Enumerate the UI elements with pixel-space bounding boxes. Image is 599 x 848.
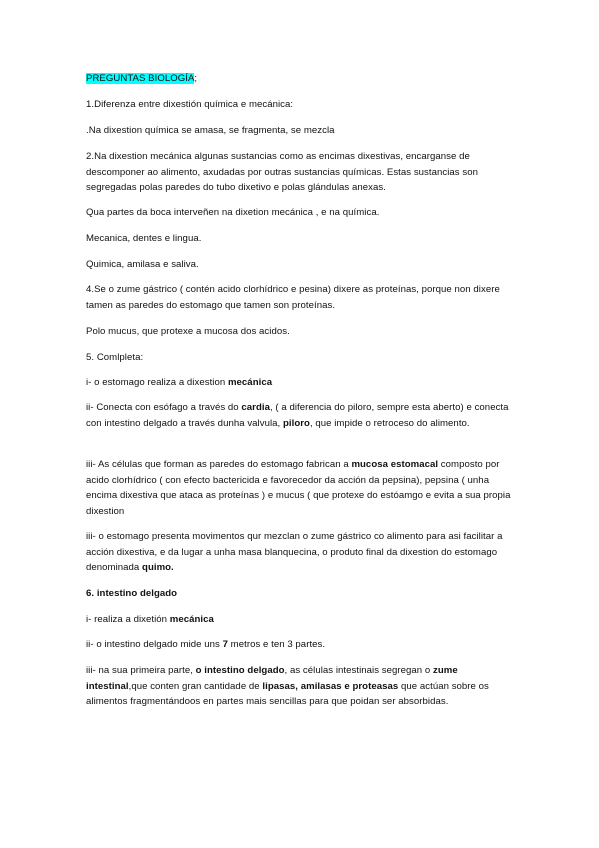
question-6: 6. intestino delgado [86,588,178,599]
q5-item-ii: ii- Conecta con esófago a través do cardia, ( a diferencia do piloro, sempre esta aberto) e conecta con intestino delgado a través dunha valvula, piloro, que impide o retroceso do alimento. [86,402,509,429]
q6-item-ii: ii- o intestino delgado mide uns 7 metros e ten 3 partes. [86,639,326,650]
answer-2: 2.Na dixestion mecánica algunas sustancias como as encimas dixestivas, encarganse de descomponer ao alimento, axudadas por outras sustancias químicas. Estas sustancias son segregadas polas paredes do tubo dixetivo e polas glándulas anexas. [86,151,478,193]
answer-3-chemical: Quimica, amilasa e saliva. [86,259,199,270]
answer-3-mechanical: Mecanica, dentes e lingua. [86,233,202,244]
document-title: PREGUNTAS BIOLOGÍA; [86,73,198,84]
question-4: 4.Se o zume gástrico ( contén acido clorhídrico e pesina) dixere as proteínas, porque non dixere tamen as paredes do estomago que tamen son proteínas. [86,284,500,311]
question-5: 5. Comlpleta: [86,352,144,363]
q5-item-iii-b: iii- o estomago presenta movimentos qur mezclan o zume gástrico co alimento para asi facilitar a acción dixestiva, e da lugar a unha masa blanquecina, o produto final da dixestion do estomago denominada quimo. [86,531,503,573]
answer-1: .Na dixestion química se amasa, se fragmenta, se mezcla [86,125,335,136]
q6-item-i: i- realiza a dixetión mecánica [86,614,214,625]
q5-item-iii: iii- As células que forman as paredes do estomago fabrican a mucosa estomacal composto por acido clorhídrico ( con efecto bactericida e favorecedor da acción da pepsina), pepsina ( unha encima dixestiva que ataca as proteínas ) e mucus ( que protexe do estóamgo e evita a sua propia dixestion [86,459,511,517]
q6-item-iii: iii- na sua primeira parte, o intestino delgado, as células intestinais segregan o zume intestinal,que conten gran cantidade de lipasas, amilasas e proteasas que actúan sobre os alimentos fragmentándoos en partes mais sencillas para que poidan ser absorbidas. [86,665,489,707]
title-highlight: PREGUNTAS BIOLOGÍA [86,73,195,84]
question-3: Qua partes da boca interveñen na dixetion mecánica , e na química. [86,207,380,218]
answer-4: Polo mucus, que protexe a mucosa dos acidos. [86,326,290,337]
question-1: 1.Diferenza entre dixestión química e mecánica: [86,99,294,110]
q5-item-i: i- o estomago realiza a dixestion mecánica [86,377,273,388]
